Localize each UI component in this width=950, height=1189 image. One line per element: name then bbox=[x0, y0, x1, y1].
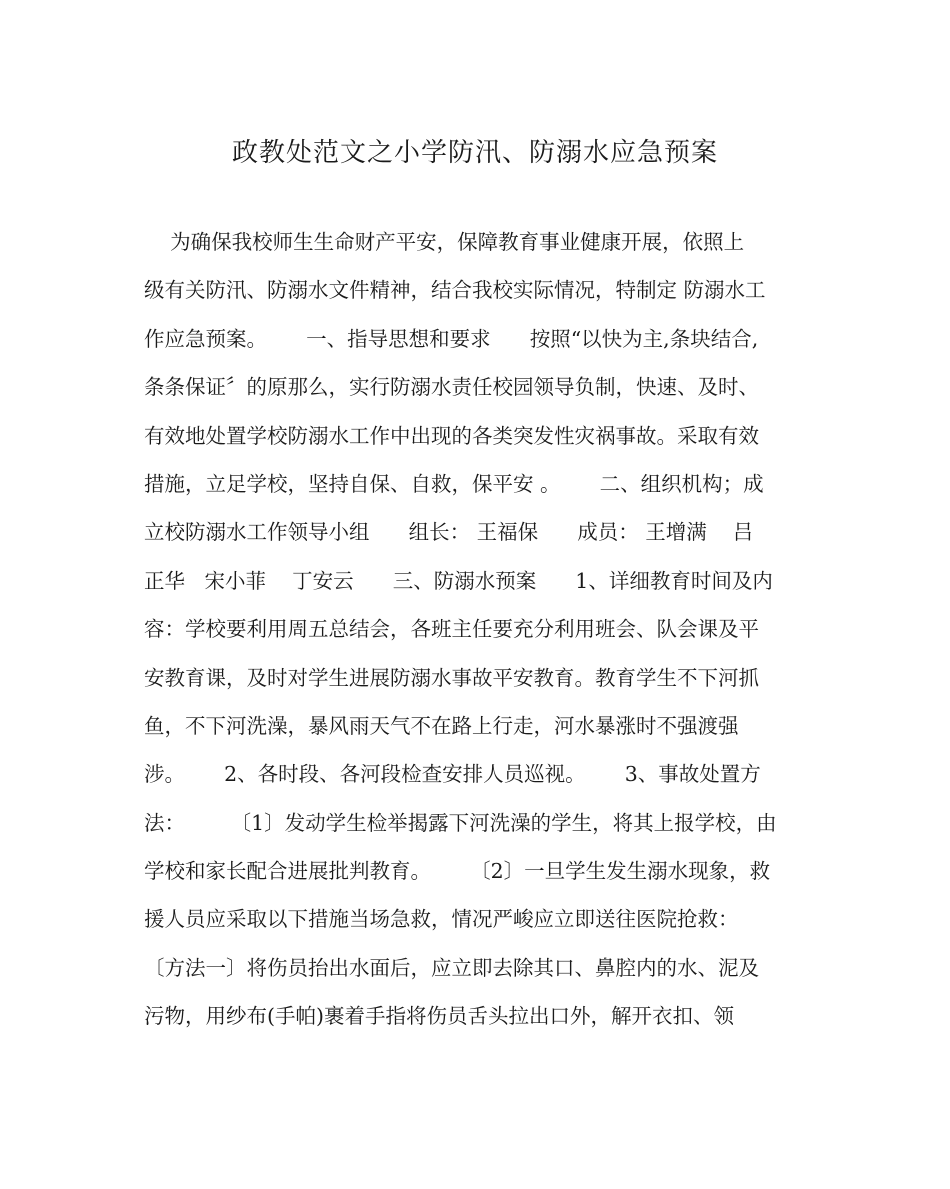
body-line: 鱼，不下河洗澡，暴风雨天气不在路上行走，河水暴涨时不强渡强 bbox=[144, 713, 739, 738]
body-line: 安教育课，及时对学生进展防溺水事故平安教育。教育学生不下河抓 bbox=[144, 665, 759, 690]
document-title: 政教处范文之小学防汛、防溺水应急预案 bbox=[231, 138, 718, 168]
body-line: 有效地处置学校防溺水工作中出现的各类突发性灾祸事故。采取有效 bbox=[144, 423, 759, 448]
body-line: 学校和家长配合进展批判教育。 〔2〕一旦学生发生溺水现象，救 bbox=[144, 859, 771, 884]
body-line: 容：学校要利用周五总结会，各班主任要充分利用班会、队会课及平 bbox=[144, 617, 759, 642]
body-line: 措施，立足学校，坚持自保、自救，保平安 。 二、组织机构；成 bbox=[144, 471, 764, 496]
body-line: 条条保证〞的原那么，实行防溺水责任校园领导负制，快速、及时、 bbox=[144, 375, 759, 400]
document-body bbox=[144, 218, 814, 1041]
body-line: 为确保我校师生生命财产平安，保障教育事业健康开展，依照上 bbox=[144, 230, 745, 254]
body-line: 正华 宋小菲 丁安云 三、防溺水预案 1、详细教育时间及内 bbox=[144, 568, 773, 593]
body-line: 法： 〔1〕发动学生检举揭露下河洗澡的学生，将其上报学校，由 bbox=[144, 810, 777, 835]
body-line: 立校防溺水工作领导小组 组长： 王福保 成员： 王增满 吕 bbox=[144, 520, 754, 545]
body-line: 级有关防汛、防溺水文件精神，结合我校实际情况，特制定 防溺水工 bbox=[144, 278, 766, 303]
body-line: 涉。 2、各时段、各河段检查安排人员巡视。 3、事故处置方 bbox=[144, 762, 761, 787]
body-line: 援人员应采取以下措施当场急救，情况严峻应立即送往医院抢救： bbox=[144, 907, 739, 932]
body-line: 〔方法一〕将伤员抬出水面后，应立即去除其口、鼻腔内的水、泥及 bbox=[144, 955, 759, 980]
body-line: 作应急预案。 一、指导思想和要求 按照“以快为主,条块结合, bbox=[144, 326, 759, 351]
body-line: 污物，用纱布(手帕)裹着手指将伤员舌头拉出口外，解开衣扣、领 bbox=[144, 1004, 734, 1029]
